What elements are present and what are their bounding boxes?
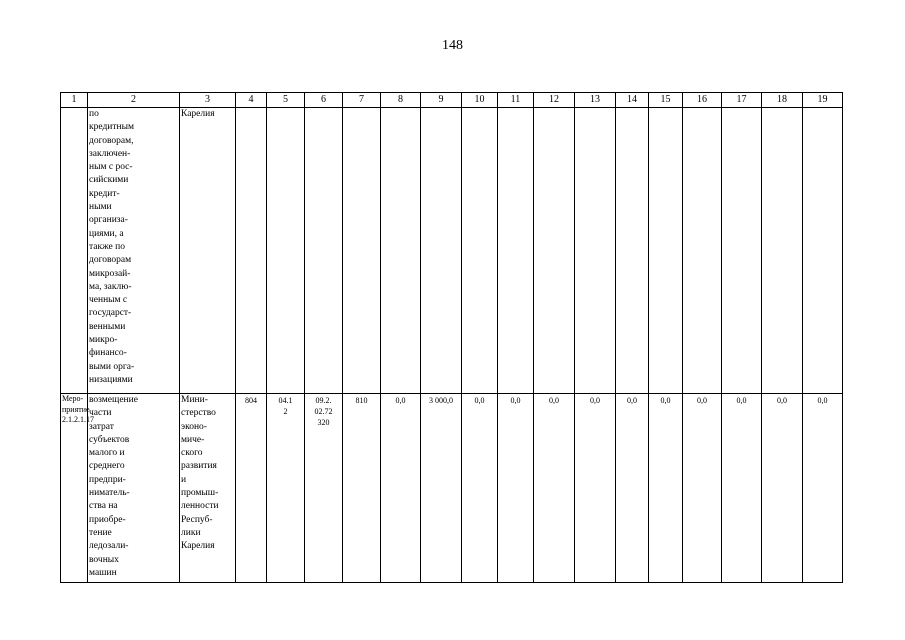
value-cell-col-11: [498, 108, 534, 394]
header-row: [61, 93, 843, 108]
value-cell-col-17: [722, 108, 762, 394]
value-cell-col-4: [236, 108, 267, 394]
description-cell: возмещение части затрат субъектов малого и среднего предпри- ниматель- ства на приобре- тение ледозали- вочных машин: [88, 394, 180, 583]
value-cell-col-12: [534, 108, 575, 394]
event-code-cell: Меро- приятие 2.1.2.1.17: [61, 394, 88, 583]
value-cell-col-10: [462, 108, 498, 394]
column-header-14: 14: [616, 93, 649, 108]
value-cell-col-4: 804: [236, 394, 267, 583]
column-header-17: 17: [722, 93, 762, 108]
executor-cell: Мини- стерство эконо- миче- ского развития и промыш- ленности Респуб- лики Карелия: [180, 394, 236, 583]
column-header-1: 1: [61, 93, 88, 108]
value-cell-col-11: 0,0: [498, 394, 534, 583]
column-header-12: 12: [534, 93, 575, 108]
page-number: 148: [442, 38, 463, 53]
value-cell-col-18: [762, 108, 803, 394]
event-code-cell: [61, 108, 88, 394]
program-table: [60, 92, 843, 583]
value-cell-col-7: [343, 108, 381, 394]
value-cell-col-15: [649, 108, 683, 394]
column-header-6: 6: [305, 93, 343, 108]
column-header-15: 15: [649, 93, 683, 108]
column-header-11: 11: [498, 93, 534, 108]
value-cell-col-8: 0,0: [381, 394, 421, 583]
executor-cell: Карелия: [180, 108, 236, 394]
description-cell: по кредитным договорам, заключен- ным с рос- сийскими кредит- ными организа- циями, а также по договорам микрозай- ма, заклю- ченным с государст- венными микро- финансо- выми орга- низациями: [88, 108, 180, 394]
value-cell-col-14: 0,0: [616, 394, 649, 583]
value-cell-col-13: 0,0: [575, 394, 616, 583]
table-row: [61, 108, 843, 394]
column-header-19: 19: [803, 93, 843, 108]
value-cell-col-13: [575, 108, 616, 394]
column-header-7: 7: [343, 93, 381, 108]
column-header-5: 5: [267, 93, 305, 108]
column-header-4: 4: [236, 93, 267, 108]
value-cell-col-5: [267, 108, 305, 394]
column-header-8: 8: [381, 93, 421, 108]
value-cell-col-15: 0,0: [649, 394, 683, 583]
value-cell-col-12: 0,0: [534, 394, 575, 583]
value-cell-col-9: 3 000,0: [421, 394, 462, 583]
value-cell-col-8: [381, 108, 421, 394]
value-cell-col-10: 0,0: [462, 394, 498, 583]
value-cell-col-7: 810: [343, 394, 381, 583]
column-header-10: 10: [462, 93, 498, 108]
column-header-16: 16: [683, 93, 722, 108]
value-cell-col-19: [803, 108, 843, 394]
value-cell-col-6: [305, 108, 343, 394]
column-header-9: 9: [421, 93, 462, 108]
table-header: [61, 93, 843, 108]
value-cell-col-19: 0,0: [803, 394, 843, 583]
table-row: [61, 394, 843, 583]
column-header-18: 18: [762, 93, 803, 108]
value-cell-col-17: 0,0: [722, 394, 762, 583]
column-header-3: 3: [180, 93, 236, 108]
value-cell-col-5: 04.1 2: [267, 394, 305, 583]
value-cell-col-16: [683, 108, 722, 394]
value-cell-col-16: 0,0: [683, 394, 722, 583]
value-cell-col-9: [421, 108, 462, 394]
column-header-2: 2: [88, 93, 180, 108]
value-cell-col-18: 0,0: [762, 394, 803, 583]
column-header-13: 13: [575, 93, 616, 108]
value-cell-col-6: 09.2. 02.72 320: [305, 394, 343, 583]
value-cell-col-14: [616, 108, 649, 394]
